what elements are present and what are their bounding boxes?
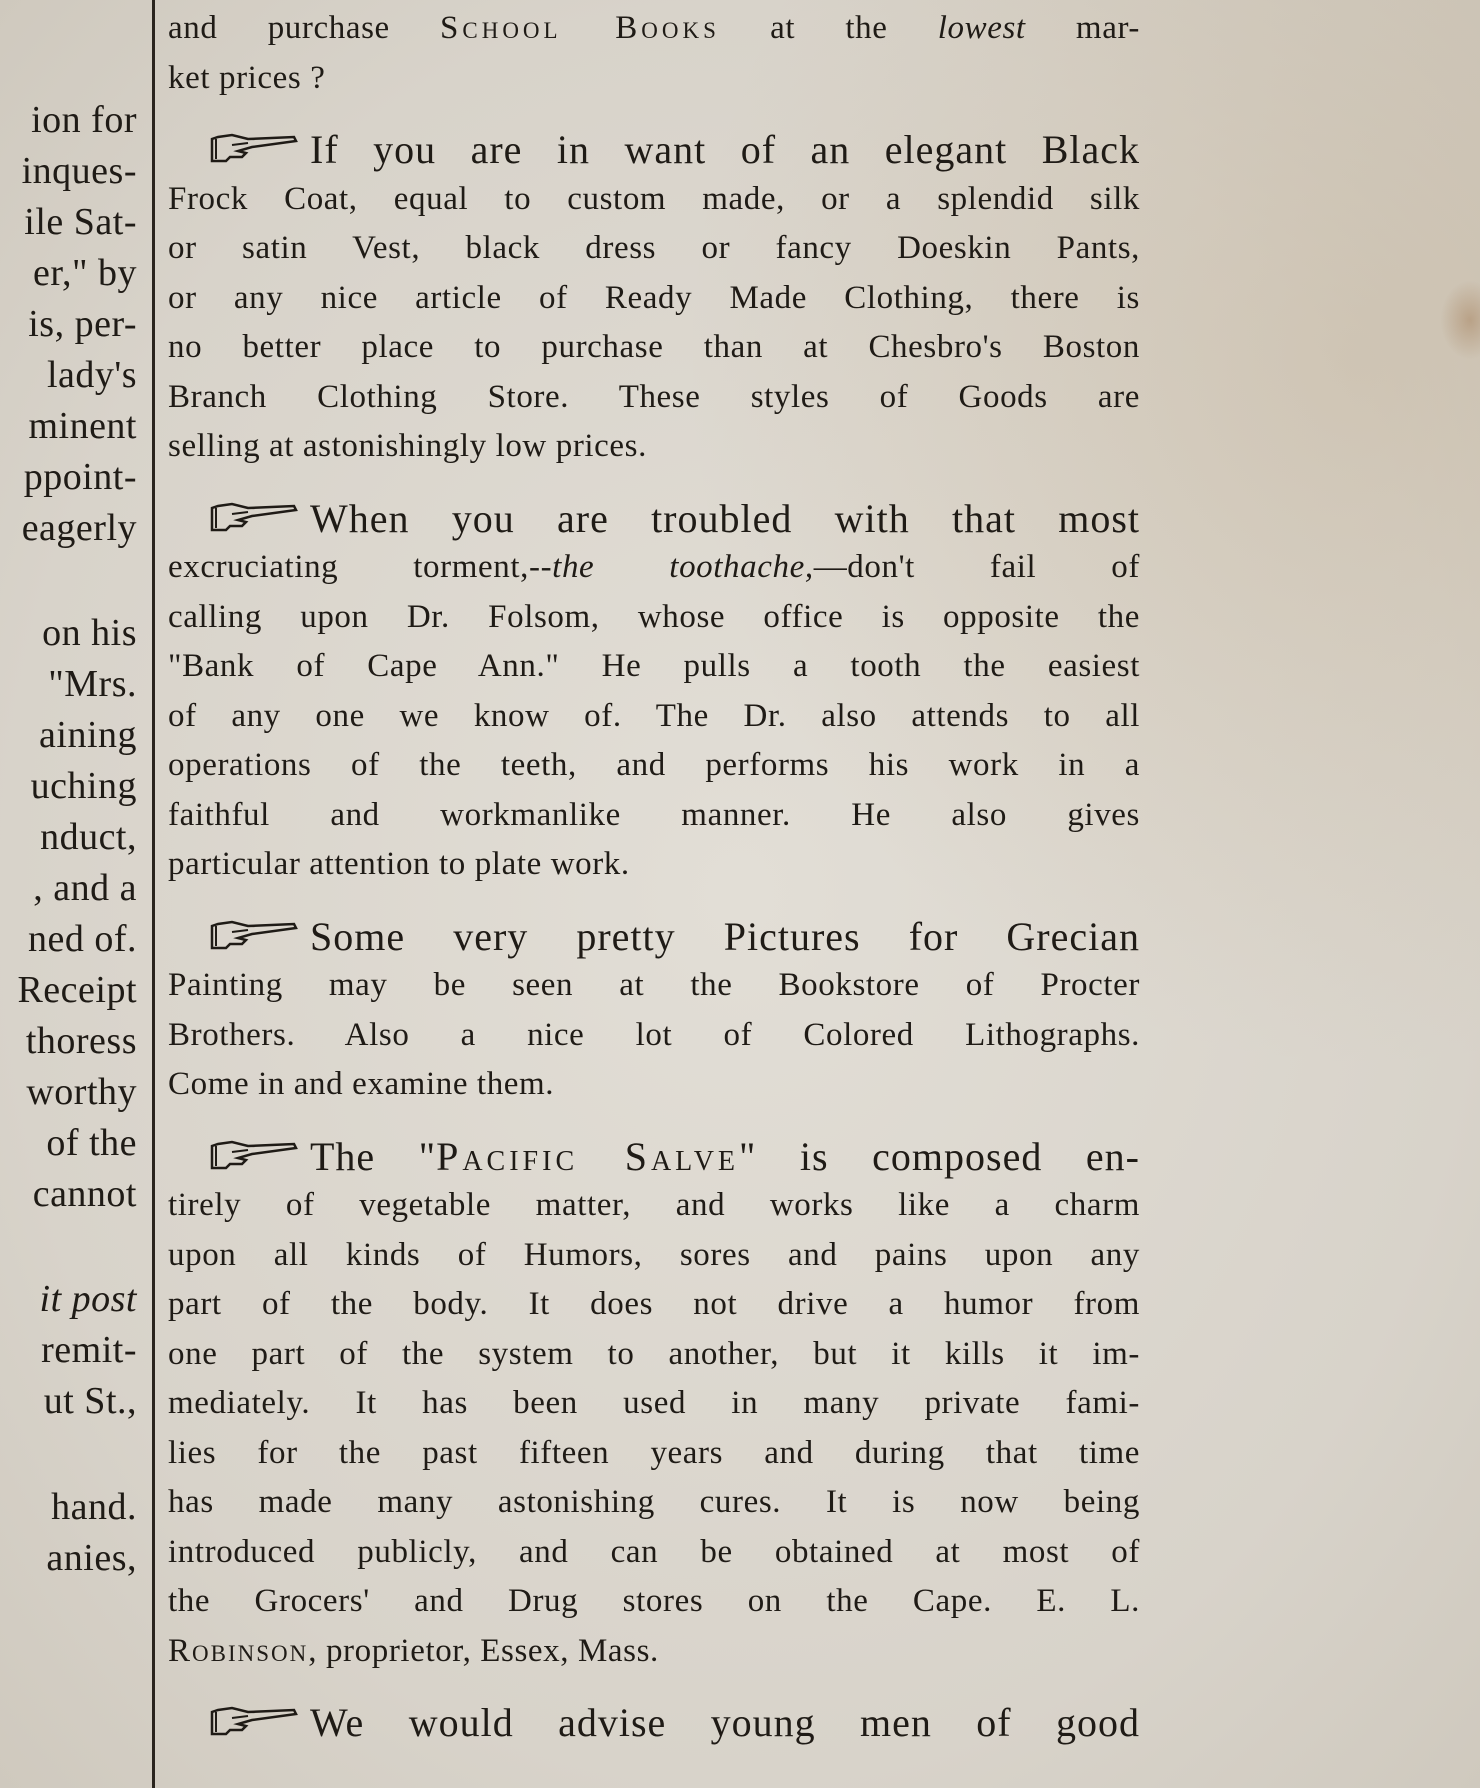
left-line: it post <box>39 1278 137 1320</box>
left-line: hand. <box>51 1486 137 1528</box>
text-run: at the <box>719 10 938 46</box>
text-line: tirely of vegetable matter, and works like a charm <box>168 1187 1140 1223</box>
left-line: ile Sat- <box>24 201 137 243</box>
young-men-advertisement <box>168 1698 1140 1748</box>
coat-advertisement <box>168 125 1140 472</box>
left-line: Receipt <box>17 969 137 1011</box>
text-run: When you are troubled with that most <box>310 495 1140 541</box>
left-line: nduct, <box>40 816 137 858</box>
text-line: part of the body. It does not drive a humor from <box>168 1286 1140 1322</box>
text-line: the Grocers' and Drug stores on the Cape. E. L. <box>168 1583 1140 1619</box>
text-run-smallcaps: School Books <box>440 10 720 46</box>
text-line <box>168 4 1140 54</box>
text-line: mediately. It has been used in many private fami- <box>168 1385 1140 1421</box>
text-run: mar- <box>1025 10 1140 46</box>
text-run: " is composed en- <box>739 1133 1140 1179</box>
text-run: If you are in want of an elegant Black <box>310 127 1140 172</box>
main-column <box>168 4 1140 1770</box>
text-run: The " <box>310 1133 437 1179</box>
text-line <box>168 543 1140 593</box>
text-line: upon all kinds of Humors, sores and pains upon any <box>168 1236 1140 1273</box>
text-line: Come in and examine them. <box>168 1066 555 1102</box>
paper-stain <box>1440 280 1480 360</box>
pointing-hand-icon <box>208 918 300 954</box>
left-line: thoress <box>25 1020 137 1062</box>
text-line <box>168 1627 1140 1677</box>
text-run: and purchase <box>168 10 441 46</box>
text-run: excruciating torment,-- <box>168 549 553 585</box>
left-line: ppoint- <box>23 456 137 498</box>
text-line: introduced publicly, and can be obtained at most of <box>168 1533 1140 1570</box>
intro-paragraph <box>168 4 1140 103</box>
left-column <box>0 0 145 1788</box>
left-line: uching <box>30 765 137 807</box>
text-line: one part of the system to another, but it kills it im- <box>168 1335 1140 1372</box>
salve-advertisement <box>168 1132 1140 1677</box>
pointing-hand-icon <box>208 500 300 536</box>
ad-first-line <box>168 1698 1140 1748</box>
text-line: Frock Coat, equal to custom made, or a splendid silk <box>168 180 1140 217</box>
left-line: minent <box>28 405 137 447</box>
left-line: of the <box>46 1122 137 1164</box>
left-line: cannot <box>32 1173 137 1215</box>
ad-first-line <box>168 1132 1140 1182</box>
left-line: lady's <box>46 354 137 396</box>
text-run-italic: the toothache, <box>552 549 814 585</box>
left-line: ned of. <box>27 918 137 960</box>
text-line: particular attention to plate work. <box>168 846 630 882</box>
left-line: inques- <box>21 150 137 192</box>
text-line: faithful and workmanlike manner. He also gives <box>168 796 1140 833</box>
ad-first-line <box>168 125 1140 175</box>
ad-first-line <box>168 912 1140 962</box>
toothache-advertisement <box>168 494 1140 890</box>
text-run-smallcaps: Robinson <box>168 1632 309 1669</box>
pointing-hand-icon <box>208 131 300 167</box>
text-run-smallcaps: Pacific Salve <box>436 1133 740 1179</box>
left-line: , and a <box>33 867 137 909</box>
left-line: eagerly <box>21 507 137 549</box>
text-run: —don't fail of <box>813 549 1140 585</box>
left-line: "Mrs. <box>48 663 137 705</box>
pointing-hand-icon <box>208 1704 300 1740</box>
text-line: of any one we know of. The Dr. also attends to all <box>168 697 1140 734</box>
ad-first-line <box>168 494 1140 544</box>
column-rule <box>152 0 155 1788</box>
text-line: Brothers. Also a nice lot of Colored Lithographs. <box>168 1016 1140 1053</box>
text-run: Some very pretty Pictures for Grecian <box>310 913 1140 959</box>
text-line: no better place to purchase than at Chesbro's Boston <box>168 329 1140 365</box>
text-line: Branch Clothing Store. These styles of Goods are <box>168 378 1140 415</box>
text-run-italic: lowest <box>937 10 1026 46</box>
text-run: , proprietor, Essex, Mass. <box>308 1632 659 1669</box>
left-line: remit- <box>41 1329 137 1371</box>
left-line: is, per- <box>28 303 137 345</box>
text-line: operations of the teeth, and performs his work in a <box>168 747 1140 783</box>
text-line: Painting may be seen at the Bookstore of Procter <box>168 967 1140 1003</box>
text-line: or any nice article of Ready Made Clothing, there is <box>168 279 1140 316</box>
text-line: "Bank of Cape Ann." He pulls a tooth the easiest <box>168 648 1140 684</box>
left-line: worthy <box>26 1071 137 1113</box>
left-line: aining <box>39 714 137 756</box>
pointing-hand-icon <box>208 1138 300 1174</box>
text-line: calling upon Dr. Folsom, whose office is opposite the <box>168 598 1140 635</box>
text-line: has made many astonishing cures. It is now being <box>168 1484 1140 1520</box>
left-line: ut St., <box>43 1380 137 1422</box>
left-line: er," by <box>32 252 137 294</box>
left-line: anies, <box>46 1537 137 1579</box>
text-line: lies for the past fifteen years and during that time <box>168 1434 1140 1471</box>
left-line: on his <box>42 612 137 654</box>
pictures-advertisement <box>168 912 1140 1110</box>
text-line: ket prices ? <box>168 59 326 96</box>
text-run: We would advise young men of good <box>310 1700 1140 1745</box>
text-line: selling at astonishingly low prices. <box>168 428 647 464</box>
text-line: or satin Vest, black dress or fancy Doeskin Pants, <box>168 230 1140 266</box>
left-line: ion for <box>31 99 137 141</box>
